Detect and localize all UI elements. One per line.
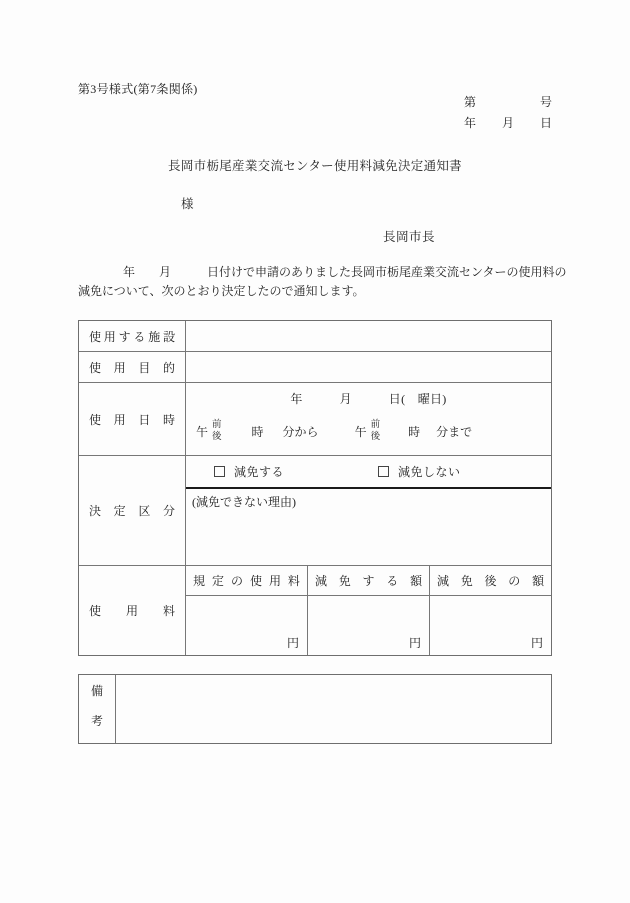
option-grant-label: 減免する [234,465,285,479]
datetime-label: 使 用 日 時 [89,412,175,427]
page-title: 長岡市栃尾産業交流センター使用料減免決定通知書 [168,159,462,173]
ampm-prefix-from: 午 [196,425,209,440]
remarks-label-cell [79,675,116,743]
hour-from-label: 時 [251,425,264,440]
denial-reason-area[interactable] [186,489,551,565]
document-number-block [464,92,552,134]
purpose-row [79,351,551,382]
datetime-input-area[interactable] [186,383,551,455]
fee-label: 使 用 料 [89,604,175,618]
decision-content [186,456,551,565]
facility-label: 使 用 す る 施 設 [89,329,175,344]
number-suffix: 号 [539,95,552,109]
fee-col-reduced-amount [307,566,429,655]
facility-label-cell [79,321,186,351]
option-deny-label: 減免しない [398,465,461,479]
document-date-line [464,113,552,134]
number-prefix: 第 [464,95,477,109]
option-deny-group [378,463,461,480]
body-line-1: 年 月 日付けで申請のありました長岡市栃尾産業交流センターの使用料の [123,265,567,279]
ampm-prefix-to: 午 [354,425,367,440]
body-paragraph [78,263,578,301]
datetime-label-cell [79,383,186,455]
purpose-label-cell [79,352,186,382]
pm-label: 後 [212,431,222,442]
fee-value-reduced[interactable] [308,596,429,655]
decision-row [79,455,551,565]
remarks-input-area[interactable] [116,675,551,743]
remarks-label: 備 考 [90,684,103,728]
checkbox-deny-icon[interactable] [378,466,389,477]
document-number-line [464,92,552,113]
date-day: 日 [539,116,552,130]
facility-row [79,321,551,351]
form-number: 第3号様式(第7条関係) [78,82,198,96]
facility-input-area[interactable] [186,321,551,351]
date-placeholder-line: 年 月 日( 曜日) [290,392,447,406]
fee-label-cell [79,566,186,655]
yen-unit: 円 [530,636,543,650]
ampm-stack-to [371,420,381,444]
date-year: 年 [464,116,477,130]
am-label: 前 [370,420,381,430]
minute-from-label: 分から [282,425,319,440]
fee-value-standard[interactable] [186,596,307,655]
yen-unit: 円 [286,636,299,650]
purpose-label: 使 用 目 的 [89,360,175,375]
fee-col-standard [186,566,307,655]
fee-row [79,565,551,655]
time-placeholder-line [186,420,551,444]
hour-to-label: 時 [408,425,421,440]
decision-label-cell [79,456,186,565]
remarks-table [78,674,552,744]
decision-label: 決 定 区 分 [89,504,175,518]
decision-form-table [78,320,552,656]
body-line-2: 減免について、次のとおり決定したので通知します。 [78,284,365,298]
date-month: 月 [501,116,514,130]
denial-reason-label: (減免できない理由) [192,495,296,509]
fee-header-standard-cell [186,566,307,596]
decision-options-line [186,456,551,489]
ampm-stack-from [212,420,222,444]
am-label: 前 [212,420,222,430]
fee-value-after[interactable] [430,596,551,655]
pm-label: 後 [370,431,381,442]
fee-columns [186,566,551,655]
fee-header-after-cell [430,566,551,596]
fee-header-reduced-cell [308,566,429,596]
option-grant-group [214,463,284,480]
fee-header-after: 減 免 後 の 額 [437,574,544,588]
purpose-input-area[interactable] [186,352,551,382]
sender-name: 長岡市長 [383,230,436,244]
fee-header-standard: 規 定 の 使 用 料 [193,574,300,588]
minute-to-label: 分まで [436,425,473,440]
checkbox-grant-icon[interactable] [214,466,225,477]
fee-header-reduced: 減 免 す る 額 [315,574,422,588]
addressee-honorific: 様 [181,197,194,211]
yen-unit: 円 [408,636,421,650]
fee-col-after-reduction [429,566,551,655]
datetime-row [79,382,551,455]
